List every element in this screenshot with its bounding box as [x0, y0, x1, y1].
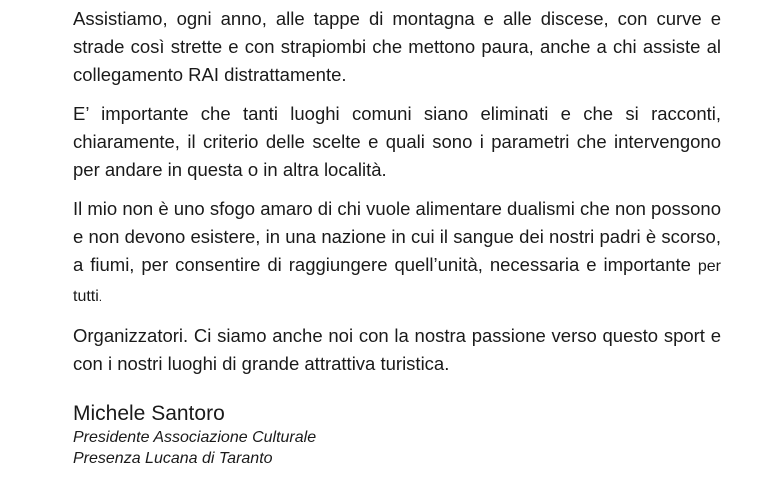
- paragraph-4-text: Organizzatori. Ci siamo anche noi con la nostra passione verso questo sport e con i nostri luoghi di grande attrattiva turistica.: [73, 325, 721, 374]
- paragraph-3: [73, 195, 721, 311]
- paragraph-3-end: .: [98, 290, 103, 304]
- signature-name: Michele Santoro: [73, 402, 225, 425]
- signature-role-line-1: Presidente Associazione Culturale: [73, 429, 317, 446]
- paragraph-3-text: Il mio non è uno sfogo amaro di chi vuole alimentare dualismi che non possono e non devono esistere, in una nazione in cui il sangue dei nostri padri è scorso, a fiumi, per consentire di raggiungere quell’unità, necessaria e importante: [73, 198, 721, 275]
- paragraph-2: [73, 100, 721, 184]
- paragraph-3-tail: per tutti: [73, 258, 721, 305]
- paragraph-2-text: E’ importante che tanti luoghi comuni siano eliminati e che si racconti, chiaramente, il criterio delle scelte e quali sono i parametri che intervengono per andare in questa o in altra località.: [73, 103, 721, 180]
- paragraph-4: [73, 322, 721, 378]
- document-body: [73, 5, 721, 378]
- signature-role-line-2: Presenza Lucana di Taranto: [73, 450, 273, 467]
- signature-block: [73, 400, 573, 469]
- paragraph-1: [73, 5, 721, 89]
- paragraph-1-text: Assistiamo, ogni anno, alle tappe di montagna e alle discese, con curve e strade così strette e con strapiombi che mettono paura, anche a chi assiste al collegamento RAI distrattamente.: [73, 8, 721, 85]
